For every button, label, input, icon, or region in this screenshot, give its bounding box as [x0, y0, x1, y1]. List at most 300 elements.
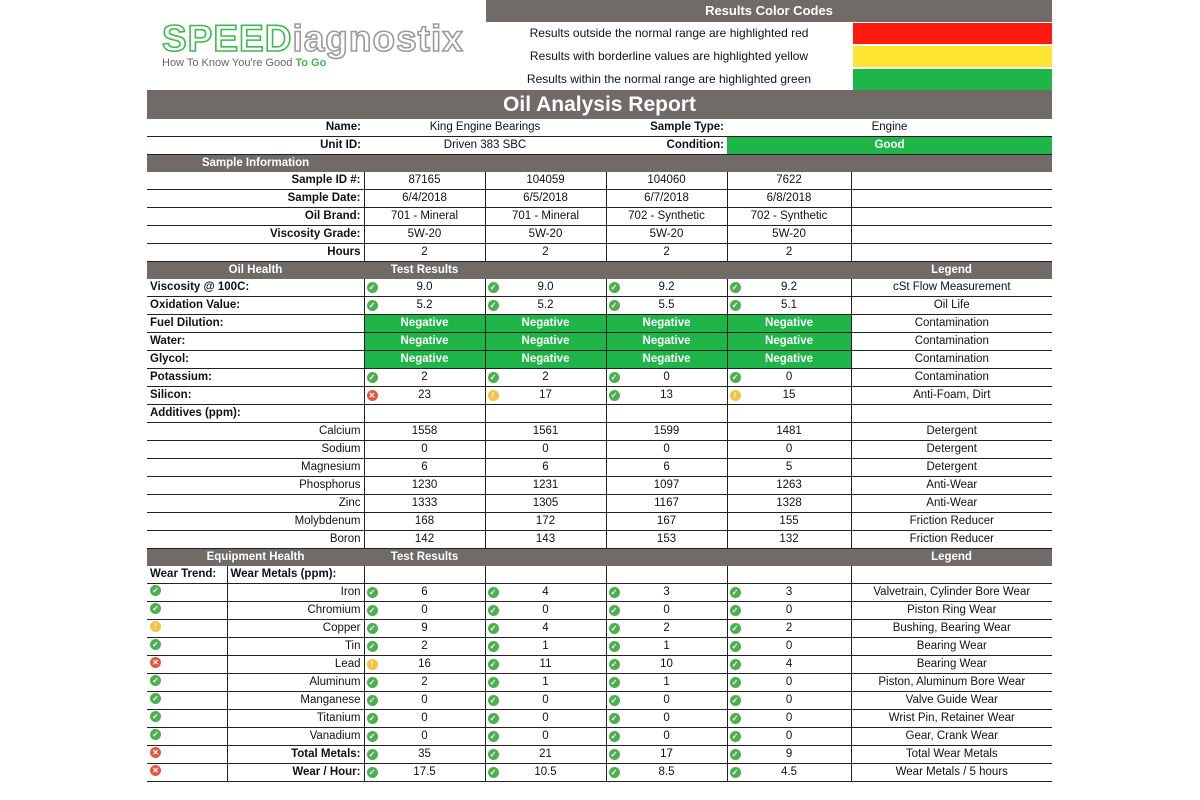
empty-cell — [606, 566, 727, 584]
result-cell — [364, 602, 485, 620]
metal-label: Copper — [227, 620, 364, 638]
sample-value: 5W-20 — [364, 226, 485, 244]
legend-text: Total Wear Metals — [851, 746, 1052, 764]
empty-cell — [606, 405, 727, 423]
result-cell — [606, 710, 727, 728]
warning-circle-icon: ! — [488, 390, 499, 401]
check-circle-icon: ✓ — [609, 677, 620, 688]
oil-health-row — [147, 333, 1052, 351]
wear-trend-cell — [147, 764, 227, 782]
info-row-name — [147, 119, 1052, 137]
result-cell — [606, 369, 727, 387]
result-value: 17 — [660, 748, 673, 760]
sample-value: 2 — [727, 244, 851, 262]
sample-value: 104059 — [485, 172, 606, 190]
additive-value: 168 — [364, 513, 485, 531]
check-circle-icon: ✓ — [150, 711, 161, 722]
check-circle-icon: ✓ — [367, 300, 378, 311]
additive-value: 6 — [485, 459, 606, 477]
page-title: Oil Analysis Report — [147, 90, 1052, 119]
result-cell — [485, 387, 606, 405]
result-value: 2 — [421, 640, 428, 652]
metal-label: Tin — [227, 638, 364, 656]
result-value: 21 — [539, 748, 552, 760]
result-value: 0 — [542, 730, 549, 742]
row-label: Hours — [147, 244, 364, 262]
result-value: 0 — [785, 676, 793, 688]
result-value: 35 — [418, 748, 431, 760]
result-cell — [364, 584, 485, 602]
x-circle-icon: ✕ — [150, 657, 161, 668]
check-circle-icon: ✓ — [367, 713, 378, 724]
metal-label: Total Metals: — [227, 746, 364, 764]
test-results-header: Test Results — [364, 262, 485, 280]
empty-cell — [364, 566, 485, 584]
legend-text: Contamination — [851, 333, 1052, 351]
additive-row — [147, 441, 1052, 459]
empty-cell — [727, 566, 851, 584]
result-negative: Negative — [364, 351, 485, 369]
check-circle-icon: ✓ — [609, 282, 620, 293]
empty-cell — [727, 405, 851, 423]
additive-row — [147, 513, 1052, 531]
warning-circle-icon: ! — [150, 621, 161, 632]
oil-health-row — [147, 369, 1052, 387]
sample-value: 5W-20 — [606, 226, 727, 244]
legend-text: Friction Reducer — [851, 531, 1052, 549]
result-value: 13 — [660, 389, 673, 401]
result-cell — [727, 638, 851, 656]
check-circle-icon: ✓ — [488, 372, 499, 383]
result-value: 5.2 — [416, 299, 433, 311]
result-value: 2 — [421, 371, 428, 383]
result-value: 4 — [785, 658, 793, 670]
wear-trend-cell — [147, 602, 227, 620]
color-code-text: Results within the normal range are highlighted green — [526, 72, 812, 86]
section-header: Oil Health — [147, 262, 364, 280]
result-value: 10.5 — [534, 766, 557, 778]
result-cell — [364, 387, 485, 405]
result-value: 0 — [663, 694, 670, 706]
check-circle-icon: ✓ — [488, 282, 499, 293]
result-value: 3 — [663, 586, 670, 598]
additive-label: Calcium — [147, 423, 364, 441]
result-value: 1 — [663, 676, 670, 688]
legend-text: Contamination — [851, 351, 1052, 369]
result-value: 3 — [785, 586, 793, 598]
row-label: Potassium: — [147, 369, 364, 387]
check-circle-icon: ✓ — [488, 749, 499, 760]
logo-diag-text: iagnostix — [292, 18, 464, 59]
check-circle-icon: ✓ — [488, 659, 499, 670]
check-circle-icon: ✓ — [730, 659, 741, 670]
row-label: Water: — [147, 333, 364, 351]
sample-value: 701 - Mineral — [364, 208, 485, 226]
check-circle-icon: ✓ — [730, 372, 741, 383]
additive-label: Phosphorus — [147, 477, 364, 495]
metal-label: Aluminum — [227, 674, 364, 692]
result-cell — [606, 728, 727, 746]
additive-value: 1333 — [364, 495, 485, 513]
result-cell — [606, 746, 727, 764]
legend-text: Wear Metals / 5 hours — [851, 764, 1052, 782]
result-value: 0 — [421, 694, 428, 706]
result-value: 17 — [539, 389, 552, 401]
result-cell — [727, 710, 851, 728]
row-label: Oil Brand: — [147, 208, 364, 226]
result-cell — [606, 620, 727, 638]
sample-value: 2 — [364, 244, 485, 262]
check-circle-icon: ✓ — [488, 605, 499, 616]
check-circle-icon: ✓ — [367, 282, 378, 293]
check-circle-icon: ✓ — [730, 731, 741, 742]
row-label: Fuel Dilution: — [147, 315, 364, 333]
check-circle-icon: ✓ — [150, 675, 161, 686]
result-cell — [485, 728, 606, 746]
result-value: 0 — [785, 604, 793, 616]
additive-value: 1167 — [606, 495, 727, 513]
result-cell — [485, 620, 606, 638]
metal-label: Vanadium — [227, 728, 364, 746]
row-label: Viscosity @ 100C: — [147, 279, 364, 297]
result-value: 9.2 — [781, 281, 798, 293]
result-value: 9 — [785, 748, 793, 760]
result-cell — [727, 297, 851, 315]
result-value: 4.5 — [781, 766, 798, 778]
sample-value: 104060 — [606, 172, 727, 190]
check-circle-icon: ✓ — [488, 623, 499, 634]
check-circle-icon: ✓ — [609, 390, 620, 401]
sample-value: 2 — [606, 244, 727, 262]
check-circle-icon: ✓ — [150, 603, 161, 614]
check-circle-icon: ✓ — [609, 695, 620, 706]
additives-label: Additives (ppm): — [147, 405, 364, 423]
check-circle-icon: ✓ — [609, 641, 620, 652]
sample-info-row — [147, 208, 1052, 226]
row-label: Sample Date: — [147, 190, 364, 208]
sample-info-row — [147, 190, 1052, 208]
result-cell — [727, 728, 851, 746]
additive-value: 142 — [364, 531, 485, 549]
result-negative: Negative — [606, 333, 727, 351]
check-circle-icon: ✓ — [730, 587, 741, 598]
legend-text: Bushing, Bearing Wear — [851, 620, 1052, 638]
result-cell — [727, 746, 851, 764]
additive-value: 155 — [727, 513, 851, 531]
section-equipment-health — [147, 549, 1052, 567]
section-fill — [364, 155, 1052, 173]
result-negative: Negative — [606, 351, 727, 369]
check-circle-icon: ✓ — [367, 767, 378, 778]
result-cell — [364, 692, 485, 710]
check-circle-icon: ✓ — [150, 693, 161, 704]
sample-type-value: Engine — [727, 119, 1052, 137]
result-cell — [485, 656, 606, 674]
check-circle-icon: ✓ — [488, 695, 499, 706]
check-circle-icon: ✓ — [367, 749, 378, 760]
sample-value: 6/7/2018 — [606, 190, 727, 208]
color-codes-title: Results Color Codes — [486, 0, 1052, 22]
result-cell — [364, 279, 485, 297]
sample-info-row — [147, 244, 1052, 262]
empty-cell — [851, 405, 1052, 423]
check-circle-icon: ✓ — [609, 731, 620, 742]
result-negative: Negative — [485, 351, 606, 369]
result-value: 0 — [663, 604, 670, 616]
condition-value: Good — [727, 137, 1052, 155]
result-value: 15 — [782, 389, 796, 401]
check-circle-icon: ✓ — [609, 605, 620, 616]
result-value: 16 — [418, 658, 431, 670]
result-value: 0 — [542, 694, 549, 706]
legend-text: Detergent — [851, 459, 1052, 477]
result-cell — [364, 638, 485, 656]
check-circle-icon: ✓ — [367, 605, 378, 616]
check-circle-icon: ✓ — [730, 695, 741, 706]
additive-value: 1599 — [606, 423, 727, 441]
empty-cell — [851, 190, 1052, 208]
legend-text: Piston Ring Wear — [851, 602, 1052, 620]
additive-value: 0 — [485, 441, 606, 459]
check-circle-icon: ✓ — [150, 729, 161, 740]
result-value: 0 — [663, 730, 670, 742]
result-value: 1 — [663, 640, 670, 652]
result-cell — [485, 279, 606, 297]
result-negative: Negative — [485, 315, 606, 333]
result-value: 4 — [542, 586, 549, 598]
check-circle-icon: ✓ — [609, 713, 620, 724]
result-cell — [606, 387, 727, 405]
result-value: 1 — [542, 676, 549, 688]
additive-value: 1481 — [727, 423, 851, 441]
result-cell — [606, 674, 727, 692]
wear-metal-row — [147, 710, 1052, 728]
result-cell — [364, 620, 485, 638]
sample-value: 6/5/2018 — [485, 190, 606, 208]
result-value: 0 — [421, 730, 428, 742]
additive-value: 1328 — [727, 495, 851, 513]
additive-value: 0 — [727, 441, 851, 459]
result-value: 2 — [542, 371, 549, 383]
additive-label: Boron — [147, 531, 364, 549]
empty-cell — [851, 244, 1052, 262]
check-circle-icon: ✓ — [367, 623, 378, 634]
additive-value: 6 — [606, 459, 727, 477]
additive-row — [147, 477, 1052, 495]
wear-metal-row — [147, 692, 1052, 710]
additive-label: Zinc — [147, 495, 364, 513]
unit-value: Driven 383 SBC — [364, 137, 606, 155]
sample-value: 87165 — [364, 172, 485, 190]
additive-label: Magnesium — [147, 459, 364, 477]
tagline-highlight: To Go — [295, 57, 327, 69]
result-value: 9.2 — [658, 281, 675, 293]
check-circle-icon: ✓ — [609, 767, 620, 778]
oil-health-row — [147, 351, 1052, 369]
additive-value: 1561 — [485, 423, 606, 441]
metal-label: Manganese — [227, 692, 364, 710]
check-circle-icon: ✓ — [367, 677, 378, 688]
sample-value: 5W-20 — [485, 226, 606, 244]
check-circle-icon: ✓ — [730, 713, 741, 724]
wear-trend-cell — [147, 710, 227, 728]
result-cell — [364, 656, 485, 674]
result-negative: Negative — [606, 315, 727, 333]
metal-label: Wear / Hour: — [227, 764, 364, 782]
sample-info-row — [147, 226, 1052, 244]
result-value: 23 — [418, 389, 431, 401]
result-cell — [485, 764, 606, 782]
result-value: 0 — [663, 371, 670, 383]
additive-value: 167 — [606, 513, 727, 531]
additive-label: Sodium — [147, 441, 364, 459]
wear-trend-cell — [147, 692, 227, 710]
check-circle-icon: ✓ — [730, 749, 741, 760]
legend-text: Wrist Pin, Retainer Wear — [851, 710, 1052, 728]
result-negative: Negative — [727, 351, 851, 369]
result-value: 2 — [421, 676, 428, 688]
section-fill — [485, 549, 851, 567]
additive-value: 1263 — [727, 477, 851, 495]
result-negative: Negative — [364, 315, 485, 333]
result-cell — [485, 746, 606, 764]
result-cell — [727, 369, 851, 387]
legend-text: Anti-Wear — [851, 495, 1052, 513]
metal-label: Lead — [227, 656, 364, 674]
result-cell — [485, 369, 606, 387]
x-circle-icon: ✕ — [150, 765, 161, 776]
empty-cell — [485, 566, 606, 584]
result-value: 0 — [421, 712, 428, 724]
check-circle-icon: ✓ — [367, 587, 378, 598]
speediagnostix-logo — [162, 18, 472, 82]
check-circle-icon: ✓ — [609, 372, 620, 383]
logo-speed-text: SPEED — [162, 18, 293, 59]
wear-metal-row — [147, 620, 1052, 638]
legend-text: Friction Reducer — [851, 513, 1052, 531]
color-code-text: Results outside the normal range are highlighted red — [529, 26, 809, 40]
sample-value: 6/8/2018 — [727, 190, 851, 208]
result-value: 17.5 — [413, 766, 436, 778]
legend-text: cSt Flow Measurement — [851, 279, 1052, 297]
row-label: Sample ID #: — [147, 172, 364, 190]
sample-value: 7622 — [727, 172, 851, 190]
section-fill — [485, 262, 851, 280]
oil-health-row — [147, 279, 1052, 297]
legend-text: Gear, Crank Wear — [851, 728, 1052, 746]
result-value: 9 — [421, 622, 428, 634]
oil-health-row — [147, 387, 1052, 405]
result-cell — [485, 297, 606, 315]
legend-text: Valve Guide Wear — [851, 692, 1052, 710]
oil-health-row — [147, 297, 1052, 315]
check-circle-icon: ✓ — [609, 300, 620, 311]
additives-label-row — [147, 405, 1052, 423]
name-value: King Engine Bearings — [364, 119, 606, 137]
result-cell — [727, 620, 851, 638]
result-value: 6 — [421, 586, 428, 598]
additive-value: 1097 — [606, 477, 727, 495]
result-cell — [727, 584, 851, 602]
result-cell — [606, 279, 727, 297]
additive-value: 1230 — [364, 477, 485, 495]
result-cell — [606, 692, 727, 710]
wear-metal-row — [147, 746, 1052, 764]
tagline-part: How To Know You're Good — [162, 57, 296, 69]
result-cell — [727, 387, 851, 405]
additive-value: 0 — [364, 441, 485, 459]
wear-trend-label: Wear Trend: — [147, 566, 227, 584]
wear-trend-cell — [147, 638, 227, 656]
check-circle-icon: ✓ — [150, 639, 161, 650]
row-label: Glycol: — [147, 351, 364, 369]
wear-trend-cell — [147, 620, 227, 638]
oil-health-row — [147, 315, 1052, 333]
row-label: Oxidation Value: — [147, 297, 364, 315]
result-negative: Negative — [727, 315, 851, 333]
section-oil-health — [147, 262, 1052, 280]
empty-cell — [364, 405, 485, 423]
legend-text: Piston, Aluminum Bore Wear — [851, 674, 1052, 692]
report-table — [147, 119, 1052, 782]
x-circle-icon: ✕ — [367, 390, 378, 401]
check-circle-icon: ✓ — [609, 749, 620, 760]
legend-text: Valvetrain, Cylinder Bore Wear — [851, 584, 1052, 602]
info-row-unit — [147, 137, 1052, 155]
additive-row — [147, 531, 1052, 549]
check-circle-icon: ✓ — [367, 731, 378, 742]
additive-value: 172 — [485, 513, 606, 531]
result-cell — [727, 279, 851, 297]
sample-type-label: Sample Type: — [606, 119, 727, 137]
empty-cell — [851, 566, 1052, 584]
result-cell — [364, 297, 485, 315]
warning-circle-icon: ! — [367, 659, 378, 670]
warning-circle-icon: ! — [730, 390, 741, 401]
check-circle-icon: ✓ — [488, 641, 499, 652]
check-circle-icon: ✓ — [488, 713, 499, 724]
section-header: Sample Information — [147, 155, 364, 173]
result-cell — [485, 638, 606, 656]
check-circle-icon: ✓ — [488, 677, 499, 688]
result-value: 0 — [542, 604, 549, 616]
legend-text: Anti-Foam, Dirt — [851, 387, 1052, 405]
additive-value: 6 — [364, 459, 485, 477]
check-circle-icon: ✓ — [367, 372, 378, 383]
wear-trend-cell — [147, 656, 227, 674]
color-code-red — [486, 22, 1052, 45]
result-value: 9.0 — [537, 281, 554, 293]
check-circle-icon: ✓ — [730, 282, 741, 293]
legend-text: Detergent — [851, 423, 1052, 441]
legend-text: Detergent — [851, 441, 1052, 459]
result-cell — [364, 674, 485, 692]
result-cell — [364, 764, 485, 782]
result-cell — [364, 728, 485, 746]
result-value: 0 — [785, 640, 793, 652]
result-negative: Negative — [727, 333, 851, 351]
result-value: 4 — [542, 622, 549, 634]
wear-metal-row — [147, 764, 1052, 782]
result-value: 8.5 — [658, 766, 675, 778]
additive-value: 132 — [727, 531, 851, 549]
result-cell — [606, 584, 727, 602]
additive-row — [147, 423, 1052, 441]
additive-value: 5 — [727, 459, 851, 477]
result-cell — [485, 602, 606, 620]
legend-header: Legend — [851, 549, 1052, 567]
wear-metal-row — [147, 602, 1052, 620]
